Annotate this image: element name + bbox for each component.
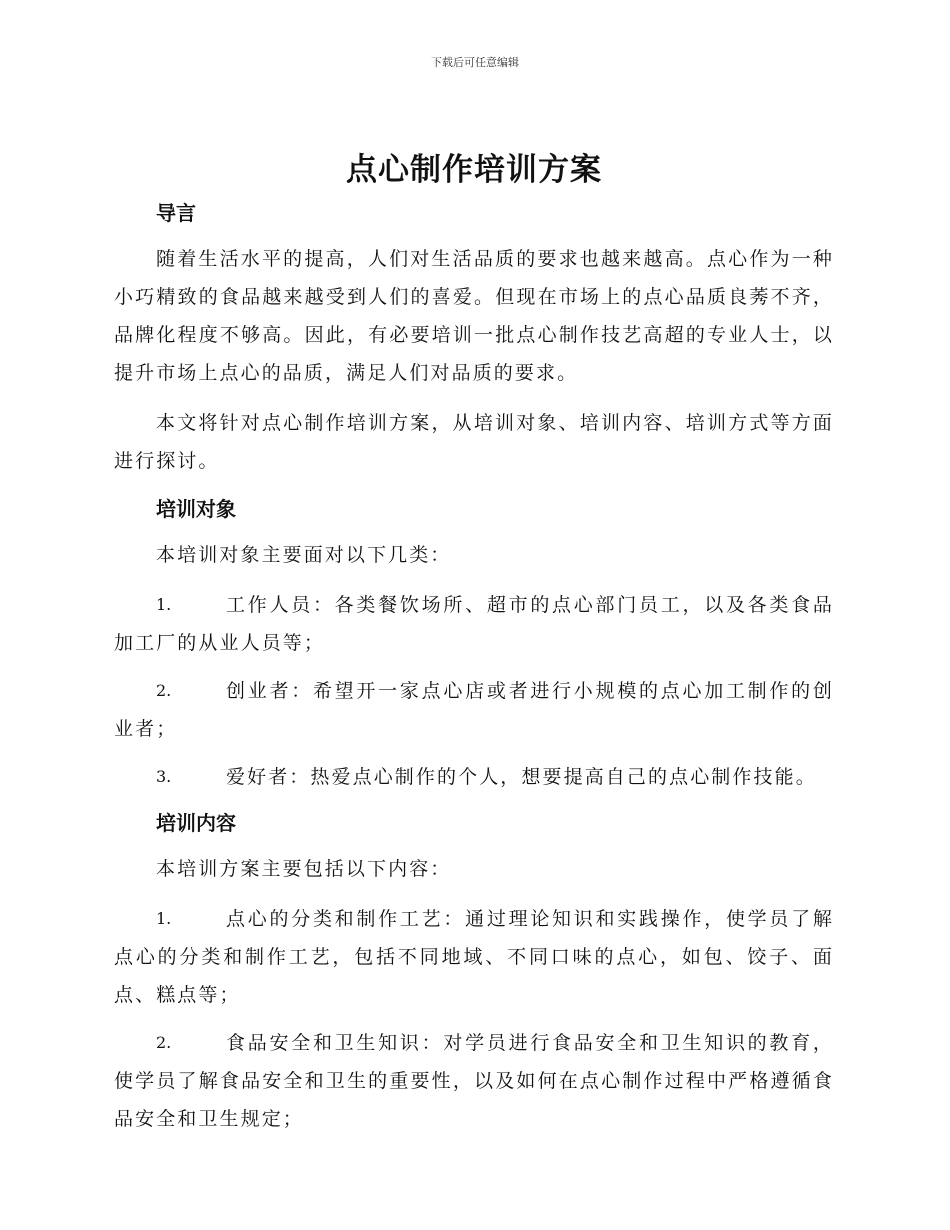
- list-number: 1.: [156, 595, 172, 614]
- section-heading-intro: 导言: [156, 201, 196, 225]
- section-heading-content: 培训内容: [156, 811, 236, 835]
- intro-paragraph-1: 随着生活水平的提高，人们对生活品质的要求也越来越高。点心作为一种小巧精致的食品越来越受到人们的喜爱。但现在市场上的点心品质良莠不齐，品牌化程度不够高。因此，有必要培训一批点心制作技艺高超的专业人士，以提升市场上点心的品质，满足人们对品质的要求。: [114, 248, 834, 384]
- list-text: 食品安全和卫生知识：对学员进行食品安全和卫生知识的教育，使学员了解食品安全和卫生的重要性，以及如何在点心制作过程中严格遵循食品安全和卫生规定；: [114, 1032, 834, 1130]
- audience-lead: 本培训对象主要面对以下几类：: [156, 544, 452, 566]
- document-title: 点心制作培训方案: [346, 152, 602, 188]
- list-item: [114, 1024, 834, 1138]
- list-item: [114, 900, 834, 1014]
- list-item: [114, 586, 834, 662]
- list-text: 点心的分类和制作工艺：通过理论知识和实践操作，使学员了解点心的分类和制作工艺，包括不同地域、不同口味的点心，如包、饺子、面点、糕点等；: [114, 908, 834, 1006]
- list-item: [114, 758, 834, 796]
- list-number: 2.: [156, 1033, 172, 1052]
- header-note: 下载后可任意编辑: [431, 56, 519, 69]
- document-body: [114, 146, 834, 1148]
- list-number: 3.: [156, 767, 172, 786]
- content-lead: 本培训方案主要包括以下内容：: [156, 858, 452, 880]
- section-heading-audience: 培训对象: [156, 497, 236, 521]
- list-number: 2.: [156, 681, 172, 700]
- list-text: 创业者：希望开一家点心店或者进行小规模的点心加工制作的创业者；: [114, 680, 834, 740]
- list-number: 1.: [156, 909, 172, 928]
- list-text: 爱好者：热爱点心制作的个人，想要提高自己的点心制作技能。: [226, 766, 817, 788]
- list-item: [114, 672, 834, 748]
- intro-paragraph-2: 本文将针对点心制作培训方案，从培训对象、培训内容、培训方式等方面进行探讨。: [114, 412, 834, 472]
- list-text: 工作人员：各类餐饮场所、超市的点心部门员工，以及各类食品加工厂的从业人员等；: [114, 594, 834, 654]
